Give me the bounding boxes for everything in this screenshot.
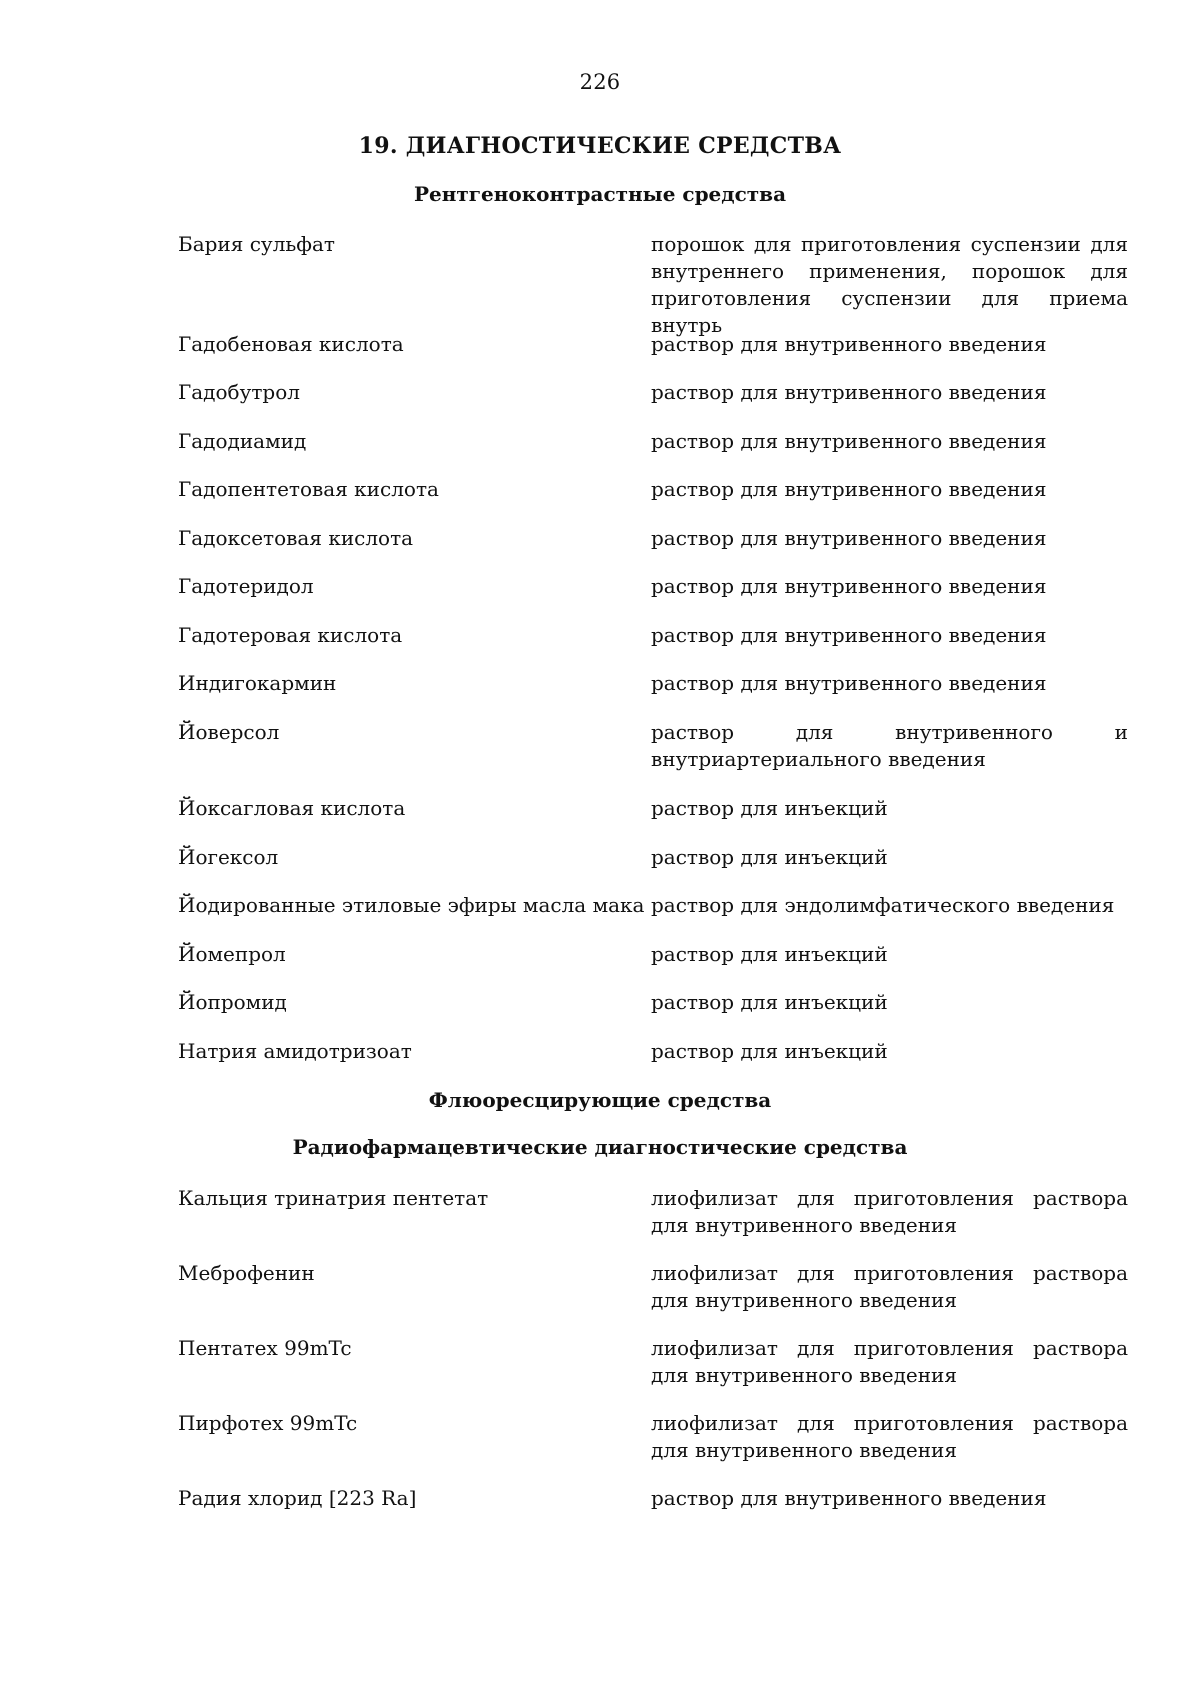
dosage-form: лиофилизат для приготовления раствора для внутривенного введения [651,1186,1128,1237]
dosage-form: раствор для внутривенного введения [651,526,1047,550]
list-item [178,795,1128,823]
list-item [178,379,1128,407]
drug-name: Йогексол [178,845,279,869]
section-heading: Рентгеноконтрастные средства [413,182,787,206]
list-item [178,622,1128,650]
drug-name: Гадоксетовая кислота [178,526,414,550]
dosage-form: лиофилизат для приготовления раствора для внутривенного введения [651,1336,1128,1387]
dosage-form: раствор для внутривенного и внутриартериального введения [651,720,1128,771]
drug-name: Йоверсол [178,720,280,744]
list-item [178,1485,1128,1513]
chapter-title: 19. ДИАГНОСТИЧЕСКИЕ СРЕДСТВА [358,133,842,159]
list-item [178,719,1128,771]
drug-name: Гадобутрол [178,380,300,404]
list-item [178,1335,1128,1387]
dosage-form: лиофилизат для приготовления раствора для внутривенного введения [651,1261,1128,1312]
dosage-form: раствор для инъекций [651,796,888,820]
list-item [178,1185,1128,1237]
drug-name: Гадотеридол [178,574,314,598]
drug-name: Пентатех 99mTc [178,1336,352,1360]
section-heading: Радиофармацевтические диагностические средства [292,1135,908,1159]
list-item [178,941,1128,969]
drug-name: Гадопентетовая кислота [178,477,439,501]
drug-name: Гадотеровая кислота [178,623,403,647]
list-item [178,989,1128,1017]
list-item [178,573,1128,601]
drug-name: Йоксагловая кислота [178,796,406,820]
dosage-form: раствор для внутривенного введения [651,623,1047,647]
dosage-form: раствор для внутривенного введения [651,574,1047,598]
dosage-form: раствор для эндолимфатического введения [651,893,1115,917]
list-item [178,428,1128,456]
dosage-form: раствор для инъекций [651,990,888,1014]
list-item [178,1038,1128,1066]
dosage-form: порошок для приготовления суспензии для внутреннего применения, порошок для приготовления суспензии для приема внутрь [651,232,1128,337]
drug-name: Натрия амидотризоат [178,1039,412,1063]
dosage-form: раствор для внутривенного введения [651,332,1047,356]
drug-name: Пирфотех 99mTc [178,1411,358,1435]
drug-name: Кальция тринатрия пентетат [178,1186,489,1210]
list-item [178,331,1128,359]
drug-name: Радия хлорид [223 Ra] [178,1486,417,1510]
drug-name: Гадобеновая кислота [178,332,404,356]
dosage-form: раствор для инъекций [651,1039,888,1063]
dosage-form: раствор для внутривенного введения [651,429,1047,453]
list-item [178,670,1128,698]
drug-name: Йопромид [178,990,287,1014]
dosage-form: раствор для внутривенного введения [651,380,1047,404]
dosage-form: раствор для инъекций [651,845,888,869]
list-item [178,1410,1128,1462]
dosage-form: раствор для внутривенного введения [651,671,1047,695]
list-item [178,525,1128,553]
list-item [178,231,1128,337]
drug-name: Йодированные этиловые эфиры масла мака [178,893,645,917]
drug-name: Гадодиамид [178,429,307,453]
drug-name: Индигокармин [178,671,337,695]
list-item [178,476,1128,504]
dosage-form: раствор для внутривенного введения [651,477,1047,501]
dosage-form: раствор для внутривенного введения [651,1486,1047,1510]
page-number: 226 [579,70,621,94]
list-item [178,844,1128,872]
list-item [178,892,1128,920]
dosage-form: раствор для инъекций [651,942,888,966]
dosage-form: лиофилизат для приготовления раствора для внутривенного введения [651,1411,1128,1462]
drug-name: Меброфенин [178,1261,315,1285]
list-item [178,1260,1128,1312]
drug-name: Бария сульфат [178,232,335,256]
drug-name: Йомепрол [178,942,286,966]
section-heading: Флюоресцирующие средства [428,1088,772,1112]
